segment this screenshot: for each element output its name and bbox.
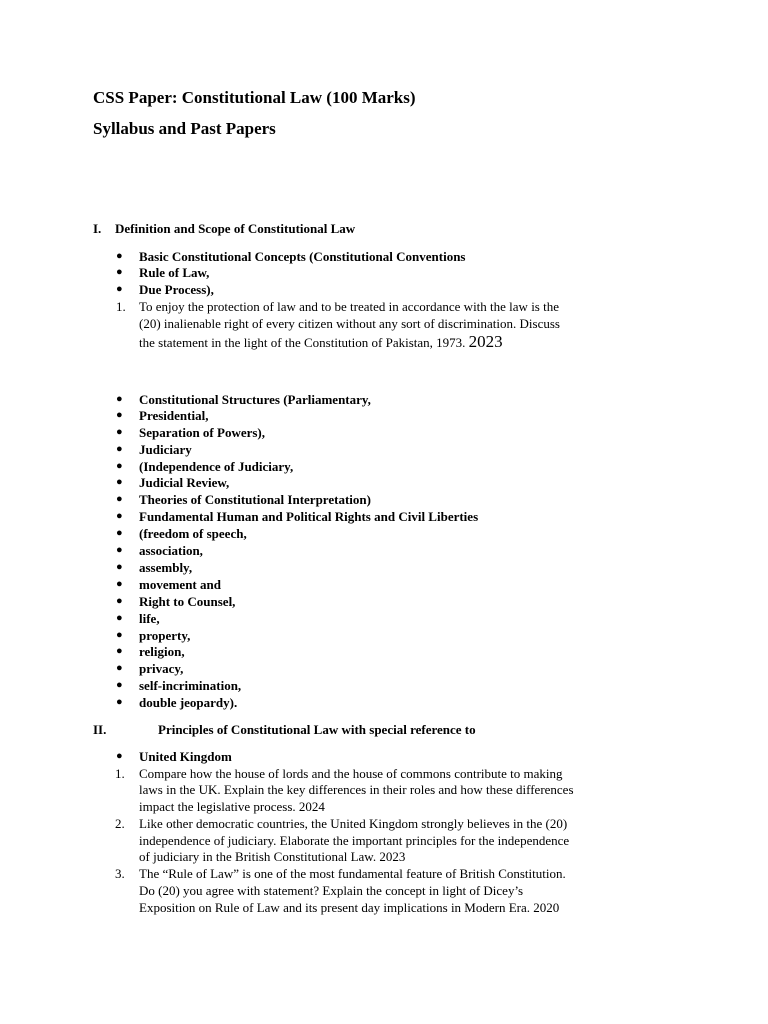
bullet-icon: ● — [116, 510, 123, 522]
bullet-icon: ● — [116, 612, 123, 624]
question-number: 3. — [115, 866, 125, 881]
bullet-icon: ● — [116, 561, 123, 573]
list-item: Right to Counsel, — [139, 594, 236, 609]
section-1-numeral: I. — [93, 221, 102, 236]
bullet-icon: ● — [116, 393, 123, 405]
list-item: assembly, — [139, 560, 193, 575]
bullet-icon: ● — [116, 645, 123, 657]
section-1-heading: Definition and Scope of Constitutional Law — [115, 221, 356, 236]
section-2-numeral: II. — [93, 722, 107, 737]
bullet-icon: ● — [116, 578, 123, 590]
list-item: Presidential, — [139, 408, 209, 423]
bullet-icon: ● — [116, 460, 123, 472]
list-item: (Independence of Judiciary, — [139, 459, 294, 474]
question-line: laws in the UK. Explain the key differences in their roles and how these differences — [139, 782, 574, 797]
bullet-icon: ● — [116, 750, 123, 762]
question-line: (20) inalienable right of every citizen without any sort of discrimination. Discuss — [139, 316, 560, 331]
question-line: Compare how the house of lords and the house of commons contribute to making — [139, 766, 563, 781]
bullet-icon: ● — [116, 527, 123, 539]
list-item: Fundamental Human and Political Rights and Civil Liberties — [139, 509, 479, 524]
bullet-icon: ● — [116, 493, 123, 505]
section-2-heading: Principles of Constitutional Law with special reference to — [158, 722, 476, 737]
list-item: self-incrimination, — [139, 678, 242, 693]
list-item: (freedom of speech, — [139, 526, 247, 541]
question-year: 2023 — [468, 332, 503, 351]
list-item: Due Process), — [139, 282, 214, 297]
list-item: Constitutional Structures (Parliamentary, — [139, 392, 371, 407]
question-line: Like other democratic countries, the United Kingdom strongly believes in the (20) — [139, 816, 568, 831]
list-item: Basic Constitutional Concepts (Constitutional Conventions — [139, 249, 466, 264]
question-line: Do (20) you agree with statement? Explain the concept in light of Dicey’s — [139, 883, 524, 898]
bullet-icon: ● — [116, 544, 123, 556]
bullet-icon: ● — [116, 696, 123, 708]
list-item: Judicial Review, — [139, 475, 230, 490]
document-subtitle: Syllabus and Past Papers — [93, 119, 276, 138]
question-line: independence of judiciary. Elaborate the important principles for the independence — [139, 833, 570, 848]
question-line: of judiciary in the British Constitutional Law. 2023 — [139, 849, 406, 864]
bullet-icon: ● — [116, 426, 123, 438]
list-item: Theories of Constitutional Interpretation) — [139, 492, 371, 507]
bullet-icon: ● — [116, 409, 123, 421]
question-line: To enjoy the protection of law and to be treated in accordance with the law is the — [139, 299, 559, 314]
bullet-icon: ● — [116, 443, 123, 455]
question-line: the statement in the light of the Constitution of Pakistan, 1973. — [139, 335, 469, 350]
question-line: The “Rule of Law” is one of the most fundamental feature of British Constitution. — [139, 866, 566, 881]
list-item: religion, — [139, 644, 185, 659]
list-item: property, — [139, 628, 191, 643]
document-title: CSS Paper: Constitutional Law (100 Marks) — [93, 88, 416, 107]
question-number: 1. — [115, 766, 125, 781]
list-item: movement and — [139, 577, 221, 592]
question-line: Exposition on Rule of Law and its present day implications in Modern Era. 2020 — [139, 900, 560, 915]
list-item: life, — [139, 611, 160, 626]
bullet-icon: ● — [116, 595, 123, 607]
bullet-icon: ● — [116, 629, 123, 641]
list-item: association, — [139, 543, 203, 558]
list-item: Rule of Law, — [139, 265, 210, 280]
bullet-icon: ● — [116, 266, 123, 278]
bullet-icon: ● — [116, 662, 123, 674]
bullet-icon: ● — [116, 283, 123, 295]
list-item: United Kingdom — [139, 749, 232, 764]
bullet-icon: ● — [116, 250, 123, 262]
question-line: impact the legislative process. 2024 — [139, 799, 325, 814]
bullet-icon: ● — [116, 679, 123, 691]
bullet-icon: ● — [116, 476, 123, 488]
list-item: privacy, — [139, 661, 184, 676]
list-item: double jeopardy). — [139, 695, 238, 710]
question-number: 2. — [115, 816, 125, 831]
list-item: Judiciary — [139, 442, 192, 457]
list-item: Separation of Powers), — [139, 425, 266, 440]
question-number: 1. — [116, 299, 126, 314]
